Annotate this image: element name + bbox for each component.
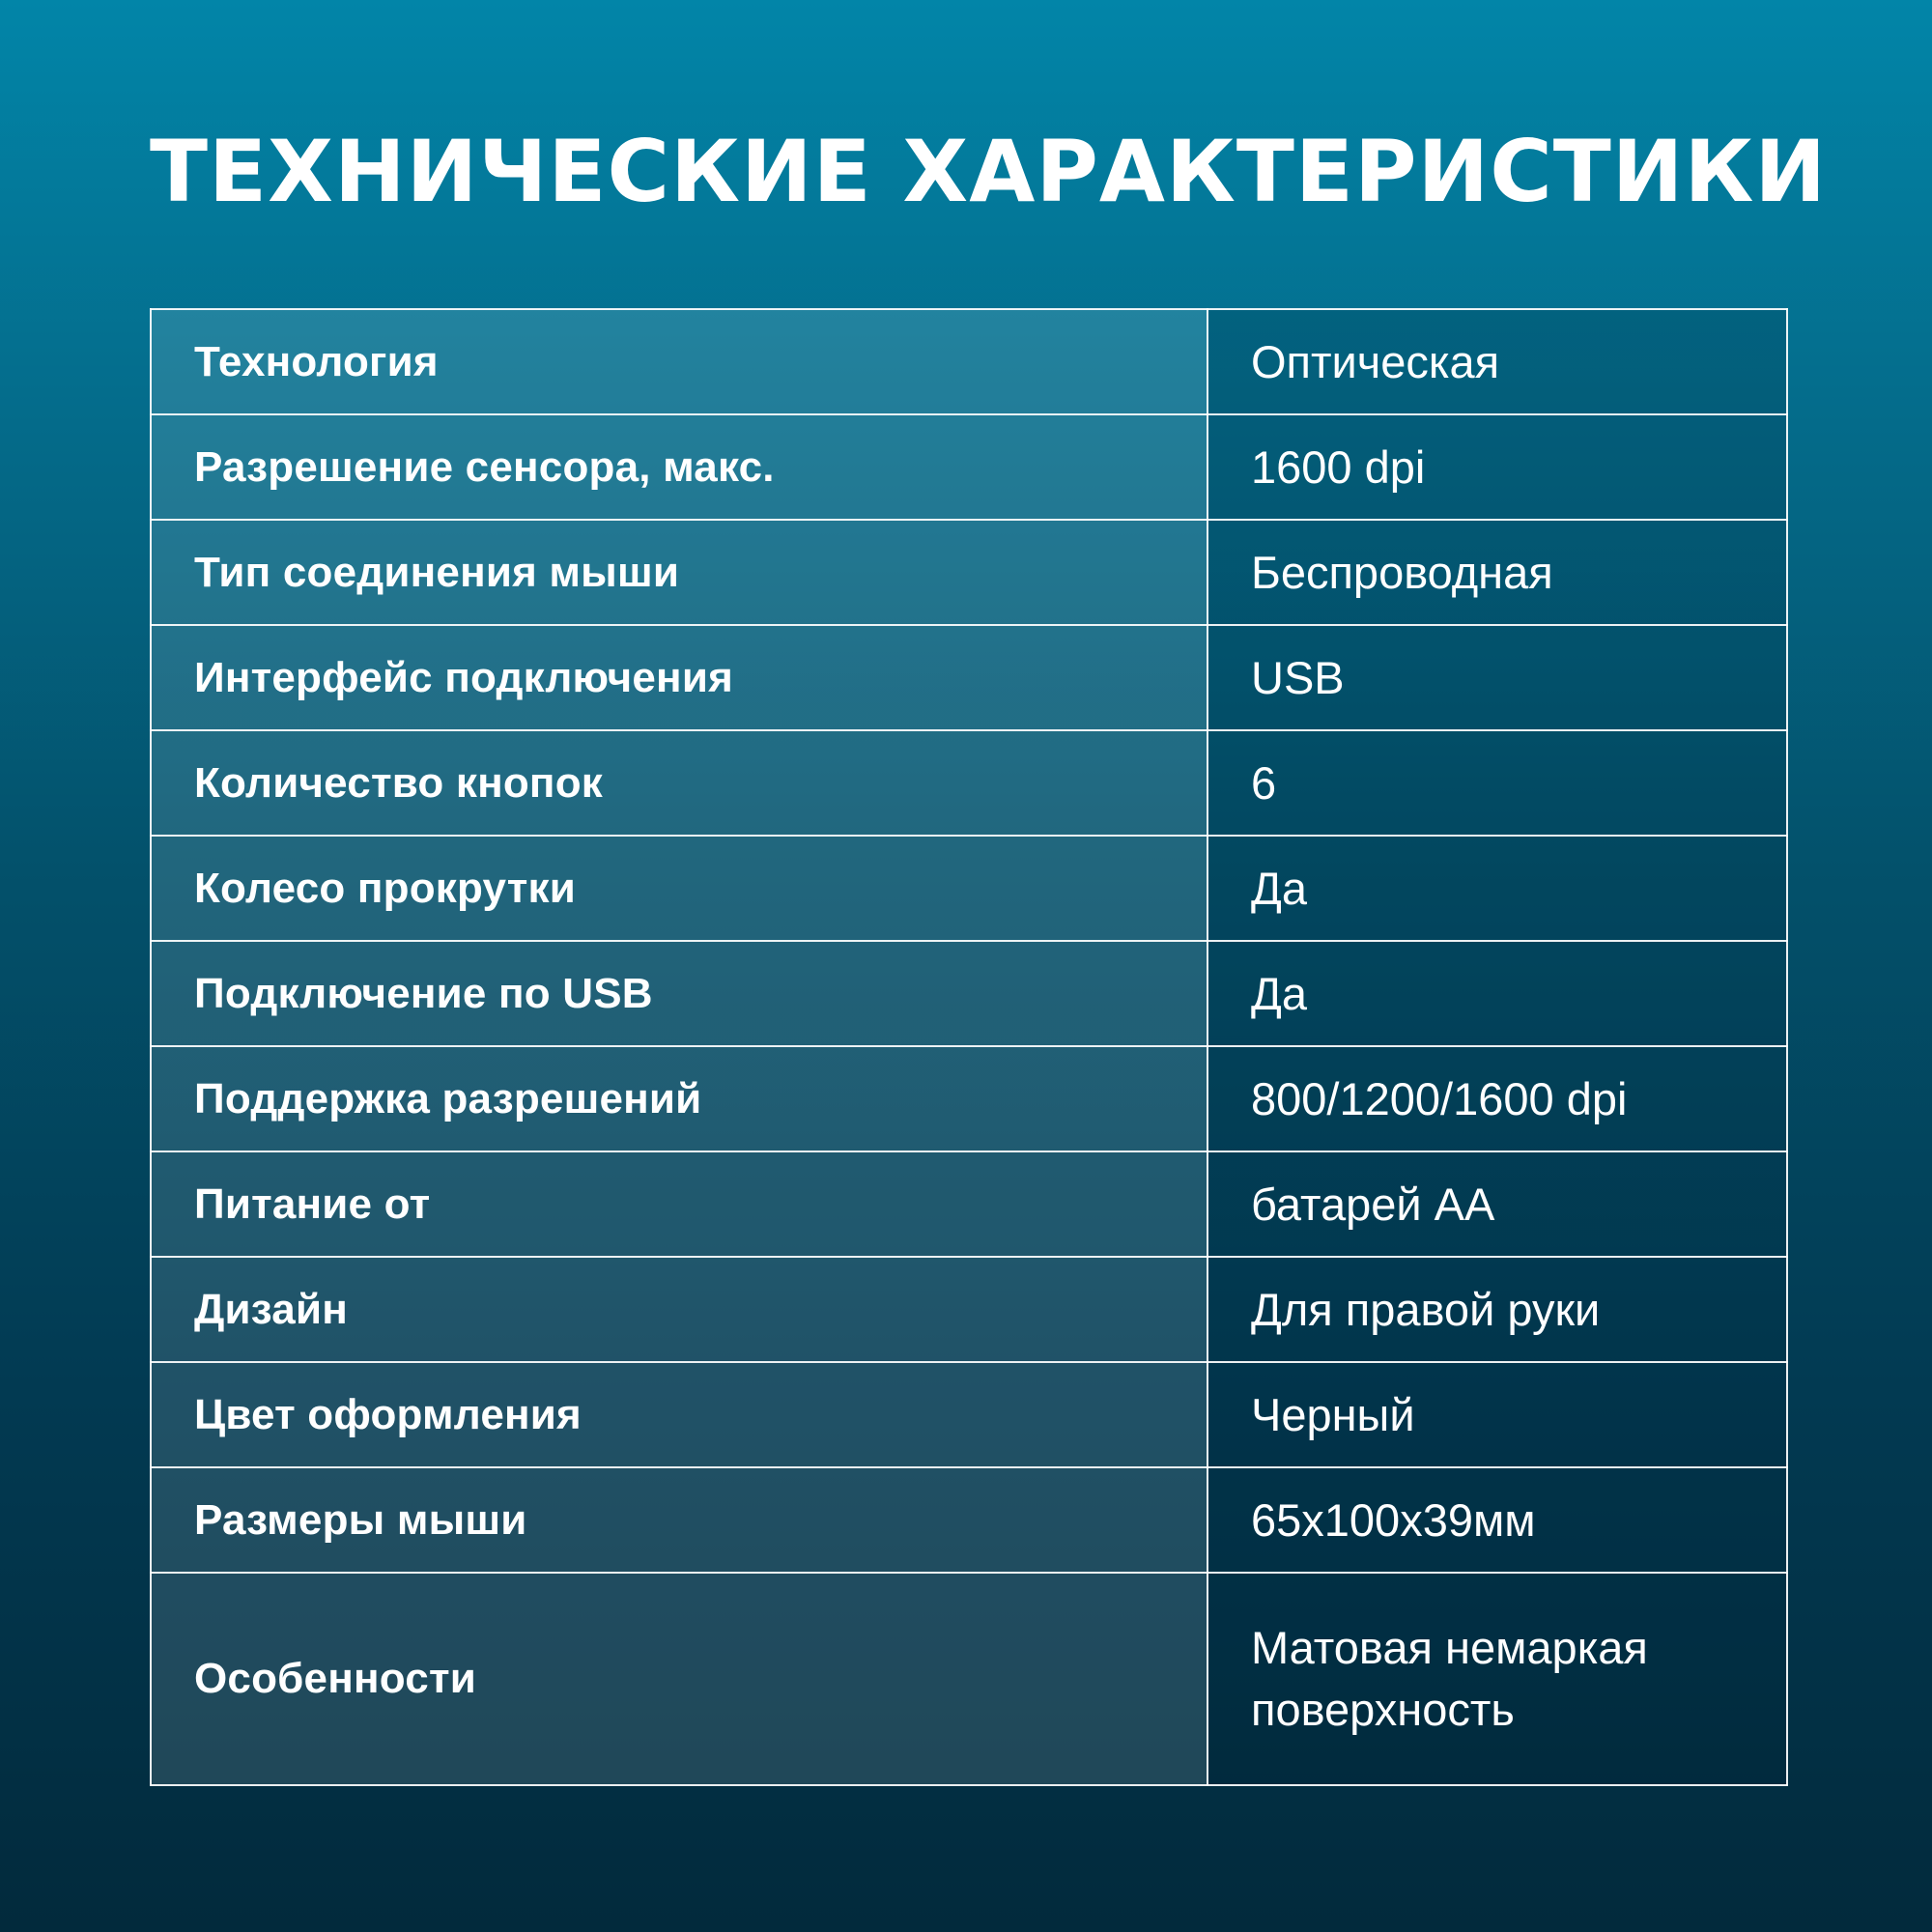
spec-label: Количество кнопок: [151, 730, 1208, 836]
spec-value: 65x100x39мм: [1208, 1467, 1787, 1573]
spec-label: Подключение по USB: [151, 941, 1208, 1046]
table-row: [151, 1151, 1787, 1257]
spec-value: Для правой руки: [1208, 1257, 1787, 1362]
table-row: [151, 1362, 1787, 1467]
spec-label: Поддержка разрешений: [151, 1046, 1208, 1151]
table-row: [151, 730, 1787, 836]
page-title: ТЕХНИЧЕСКИЕ ХАРАКТЕРИСТИКИ: [150, 122, 1828, 221]
specs-table: [150, 308, 1788, 1786]
spec-value: Черный: [1208, 1362, 1787, 1467]
spec-label: Размеры мыши: [151, 1467, 1208, 1573]
table-row: [151, 414, 1787, 520]
table-row: [151, 309, 1787, 414]
table-row: [151, 1257, 1787, 1362]
spec-value: Беспроводная: [1208, 520, 1787, 625]
spec-value: USB: [1208, 625, 1787, 730]
spec-value: Да: [1208, 836, 1787, 941]
spec-label: Интерфейс подключения: [151, 625, 1208, 730]
spec-value: Матовая немаркая поверхность: [1208, 1573, 1787, 1785]
table-row: [151, 836, 1787, 941]
table-row: [151, 1573, 1787, 1785]
table-row: [151, 1467, 1787, 1573]
spec-label: Особенности: [151, 1573, 1208, 1785]
spec-label: Тип соединения мыши: [151, 520, 1208, 625]
table-row: [151, 941, 1787, 1046]
table-row: [151, 625, 1787, 730]
spec-value: 800/1200/1600 dpi: [1208, 1046, 1787, 1151]
table-row: [151, 1046, 1787, 1151]
spec-value: Да: [1208, 941, 1787, 1046]
table-row: [151, 520, 1787, 625]
spec-value: 6: [1208, 730, 1787, 836]
spec-label: Разрешение сенсора, макс.: [151, 414, 1208, 520]
spec-value: батарей АА: [1208, 1151, 1787, 1257]
spec-label: Дизайн: [151, 1257, 1208, 1362]
spec-label: Цвет оформления: [151, 1362, 1208, 1467]
spec-value: Оптическая: [1208, 309, 1787, 414]
spec-label: Колесо прокрутки: [151, 836, 1208, 941]
spec-label: Питание от: [151, 1151, 1208, 1257]
spec-value: 1600 dpi: [1208, 414, 1787, 520]
spec-label: Технология: [151, 309, 1208, 414]
